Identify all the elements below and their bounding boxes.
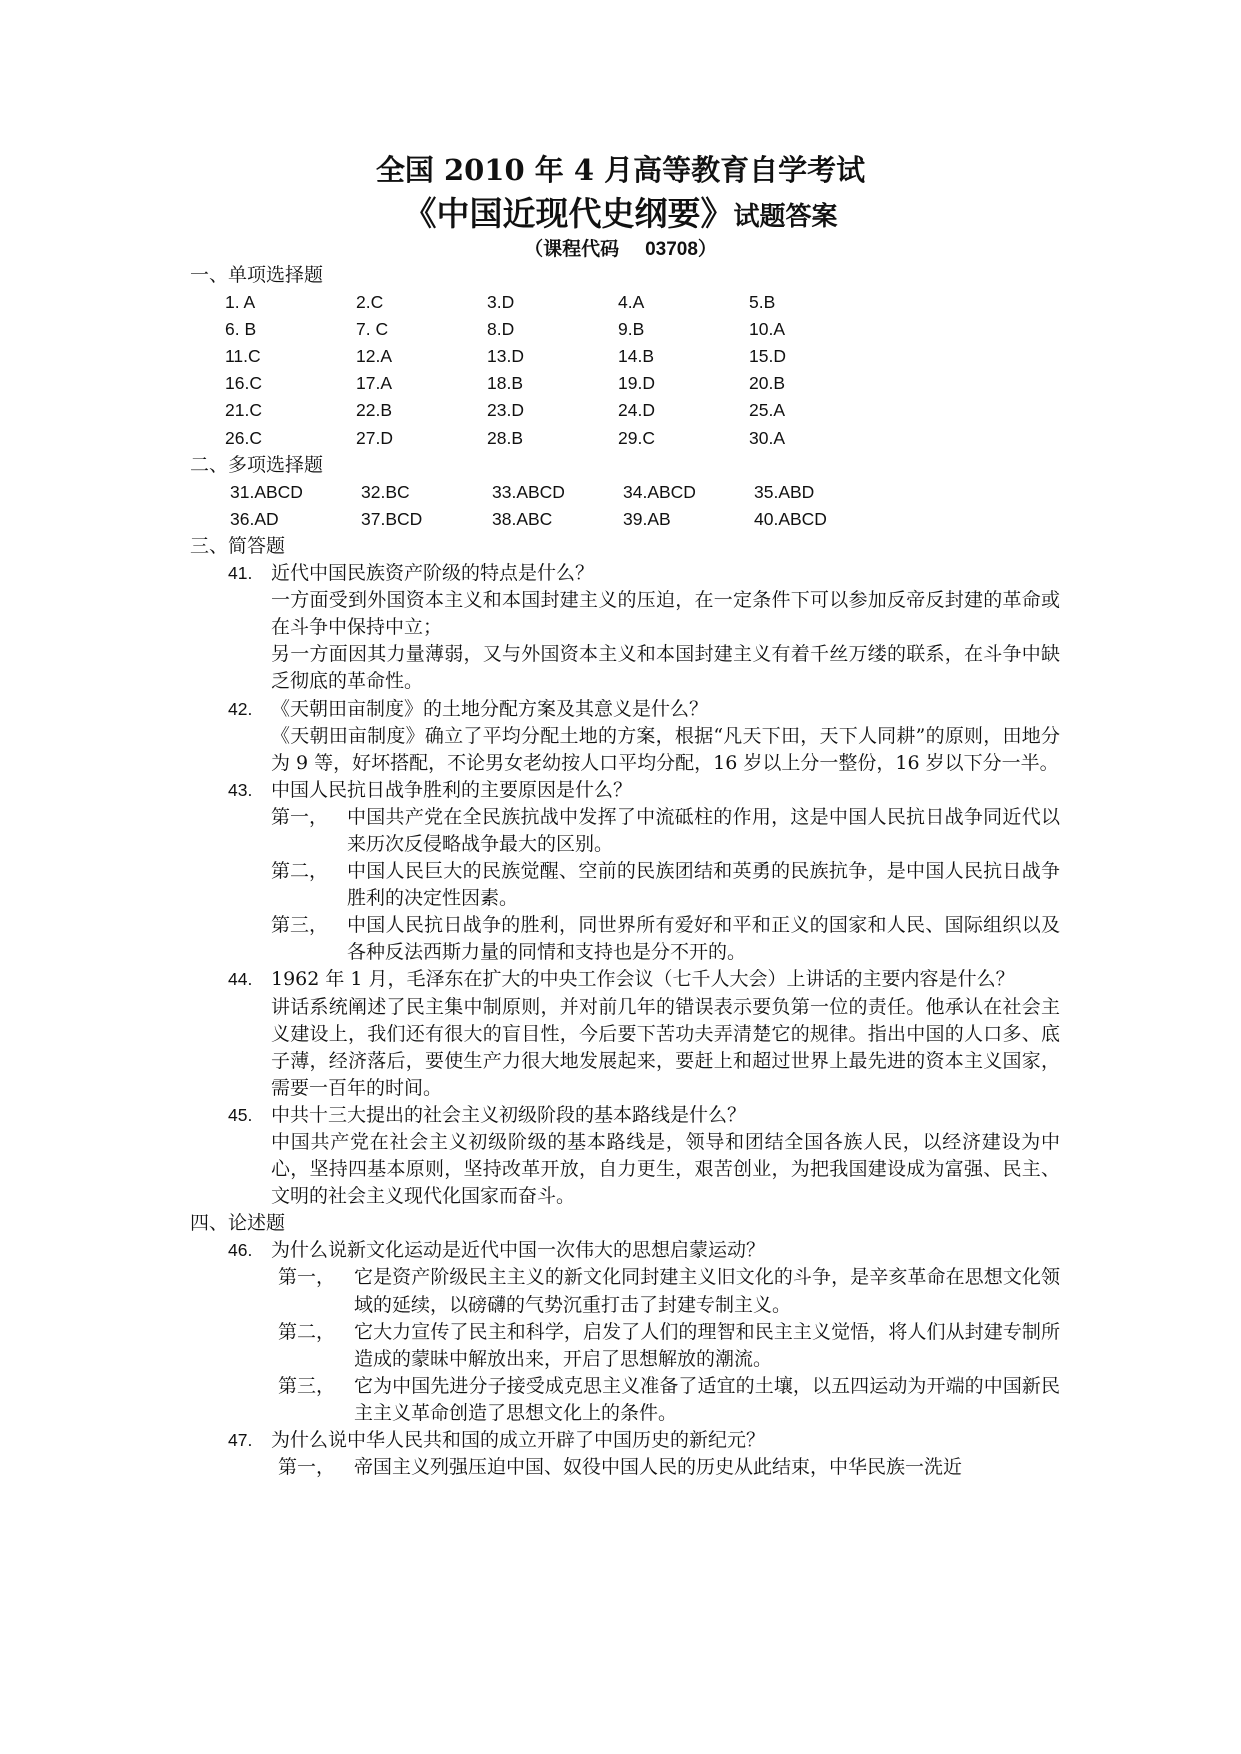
answer-text: 一方面受到外国资本主义和本国封建主义的压迫，在一定条件下可以参加反帝反封建的革命或在斗争中保持中立；: [271, 589, 1060, 639]
course-name: 《中国近现代史纲要》: [403, 194, 734, 233]
answer-item: 7. C: [356, 319, 389, 340]
point-text: 它是资产阶级民主主义的新文化同封建主义旧文化的斗争，是辛亥革命在思想文化领域的延续，以磅礴的气势沉重打击了封建专制主义。: [354, 1266, 1060, 1316]
answer-item: 11.C: [225, 346, 261, 367]
question-number: 44.: [228, 969, 253, 990]
question-number: 46.: [228, 1240, 253, 1261]
question-text: 近代中国民族资产阶级的特点是什么？: [271, 562, 595, 585]
question-number: 42.: [228, 698, 253, 719]
single-choice-answers: [225, 289, 1060, 452]
answer-item: 22.B: [356, 400, 392, 421]
question-text: 为什么说中华人民共和国的成立开辟了中国历史的新纪元？: [271, 1429, 766, 1452]
answer-item: 19.D: [618, 373, 655, 394]
answer-content: [190, 262, 1060, 1481]
answer-item: 28.B: [487, 427, 523, 448]
answer-item: 25.A: [749, 400, 785, 421]
point-label: 第一，: [278, 1456, 336, 1479]
point-text: 中国人民抗日战争的胜利，同世界所有爱好和平和正义的国家和人民、国际组织以及各种反法西斯力量的同情和支持也是分不开的。: [347, 914, 1060, 964]
question-number: 45.: [228, 1104, 253, 1125]
question-45: [228, 1102, 1060, 1129]
answer-item: 2.C: [356, 292, 384, 313]
point-text: 中国共产党在全民族抗战中发挥了中流砥柱的作用，这是中国人民抗日战争同近代以来历次反侵略战争最大的区别。: [347, 805, 1060, 855]
answer-point: [278, 1373, 1060, 1427]
section-heading: 一、单项选择题: [190, 264, 324, 286]
answer-item: 33.ABCD: [492, 481, 565, 502]
question-number: 47.: [228, 1430, 253, 1451]
answer-item: 34.ABCD: [623, 481, 696, 502]
question-47: [228, 1427, 1060, 1454]
answer-item: 29.C: [618, 427, 655, 448]
answer-item: 37.BCD: [361, 508, 423, 529]
question-text: 《天朝田亩制度》的土地分配方案及其意义是什么？: [271, 697, 709, 720]
course-code-label: （课程代码: [524, 238, 620, 260]
answer-point: [278, 1454, 1060, 1481]
answer-item: 15.D: [749, 346, 786, 367]
point-label: 第一，: [271, 805, 329, 828]
point-label: 第三，: [278, 1374, 336, 1397]
answer-item: 27.D: [356, 427, 393, 448]
question-44: [228, 966, 1060, 993]
answer-text: 讲话系统阐述了民主集中制原则，并对前几年的错误表示要负第一位的责任。他承认在社会主义建设上，我们还有很大的盲目性，今后要下苦功夫弄清楚它的规律。指出中国的人口多、底子薄，经济落后，要使生产力很大地发展起来，要赶上和超过世界上最先进的资本主义国家，需要一百年的时间。: [271, 995, 1060, 1099]
answer-item: 4.A: [618, 292, 645, 313]
question-text: 为什么说新文化运动是近代中国一次伟大的思想启蒙运动？: [271, 1239, 766, 1262]
question-number: 41.: [228, 563, 253, 584]
question-43: [228, 777, 1060, 804]
answer-item: 5.B: [749, 292, 776, 313]
answer-item: 1. A: [225, 292, 256, 313]
point-label: 第三，: [271, 914, 329, 937]
course-code-value: 03708）: [645, 239, 717, 260]
answer-item: 31.ABCD: [230, 481, 303, 502]
answer-item: 23.D: [487, 400, 524, 421]
answer-item: 20.B: [749, 373, 785, 394]
answer-point: [278, 1319, 1060, 1373]
question-text: 1962 年 1 月，毛泽东在扩大的中央工作会议（七千人大会）上讲话的主要内容是什么？: [271, 968, 1015, 991]
question-42: [228, 696, 1060, 723]
answer-item: 24.D: [618, 400, 655, 421]
answer-item: 12.A: [356, 346, 392, 367]
answer-text: 中国共产党在社会主义初级阶级的基本路线是，领导和团结全国各族人民，以经济建设为中心，坚持四基本原则，坚持改革开放，自力更生，艰苦创业，为把我国建设成为富强、民主、文明的社会主义现代化国家而奋斗。: [271, 1131, 1060, 1208]
answer-item: 9.B: [618, 319, 645, 340]
document-subtitle: [0, 194, 1241, 237]
point-label: 第二，: [271, 860, 329, 883]
section-heading: 二、多项选择题: [190, 453, 324, 476]
answer-point: [271, 804, 1060, 858]
question-text: 中共十三大提出的社会主义初级阶段的基本路线是什么？: [271, 1103, 747, 1126]
answer-item: 40.ABCD: [754, 508, 827, 529]
answer-item: 39.AB: [623, 508, 671, 529]
answer-item: 6. B: [225, 319, 257, 340]
point-label: 第一，: [278, 1266, 336, 1289]
answer-item: 10.A: [749, 319, 785, 340]
answer-item: 3.D: [487, 292, 515, 313]
question-46: [228, 1237, 1060, 1264]
answer-item: 8.D: [487, 319, 515, 340]
point-text: 它大力宣传了民主和科学，启发了人们的理智和民主主义觉悟，将人们从封建专制所造成的蒙昧中解放出来，开启了思想解放的潮流。: [354, 1320, 1060, 1370]
answer-text: 另一方面因其力量薄弱，又与外国资本主义和本国封建主义有着千丝万缕的联系，在斗争中缺乏彻底的革命性。: [271, 643, 1060, 693]
point-text: 它为中国先进分子接受成克思主义准备了适宜的土壤，以五四运动为开端的中国新民主主义革命创造了思想文化上的条件。: [354, 1374, 1060, 1424]
answer-item: 32.BC: [361, 481, 410, 502]
answer-item: 14.B: [618, 346, 654, 367]
subtitle-suffix: 试题答案: [733, 202, 838, 232]
answer-point: [271, 858, 1060, 912]
question-41: [228, 560, 1060, 587]
answer-item: 35.ABD: [754, 481, 815, 502]
question-number: 43.: [228, 779, 253, 800]
document-title: 全国 2010 年 4 月高等教育自学考试: [375, 153, 866, 187]
answer-text: 《天朝田亩制度》确立了平均分配土地的方案，根据“凡天下田，天下人同耕”的原则，田地分为 9 等，好坏搭配，不论男女老幼按人口平均分配，16 岁以上分一整份，16 岁以下分一半。: [271, 724, 1060, 774]
point-text: 帝国主义列强压迫中国、奴役中国人民的历史从此结束，中华民族一洗近: [354, 1456, 963, 1479]
answer-item: 13.D: [487, 346, 524, 367]
answer-item: 16.C: [225, 373, 262, 394]
question-text: 中国人民抗日战争胜利的主要原因是什么？: [271, 778, 633, 801]
section-heading: 三、简答题: [190, 534, 286, 557]
answer-item: 21.C: [225, 400, 262, 421]
answer-item: 26.C: [225, 427, 262, 448]
course-code: [0, 236, 1241, 263]
point-text: 中国人民巨大的民族觉醒、空前的民族团结和英勇的民族抗争，是中国人民抗日战争胜利的决定性因素。: [347, 860, 1060, 910]
answer-item: 17.A: [356, 373, 392, 394]
answer-item: 30.A: [749, 427, 785, 448]
answer-point: [278, 1264, 1060, 1318]
section-heading: 四、论述题: [190, 1212, 286, 1235]
answer-item: 36.AD: [230, 508, 279, 529]
multi-choice-answers: [230, 479, 1060, 533]
answer-item: 18.B: [487, 373, 523, 394]
answer-item: 38.ABC: [492, 508, 553, 529]
point-label: 第二，: [278, 1320, 336, 1343]
answer-point: [271, 912, 1060, 966]
